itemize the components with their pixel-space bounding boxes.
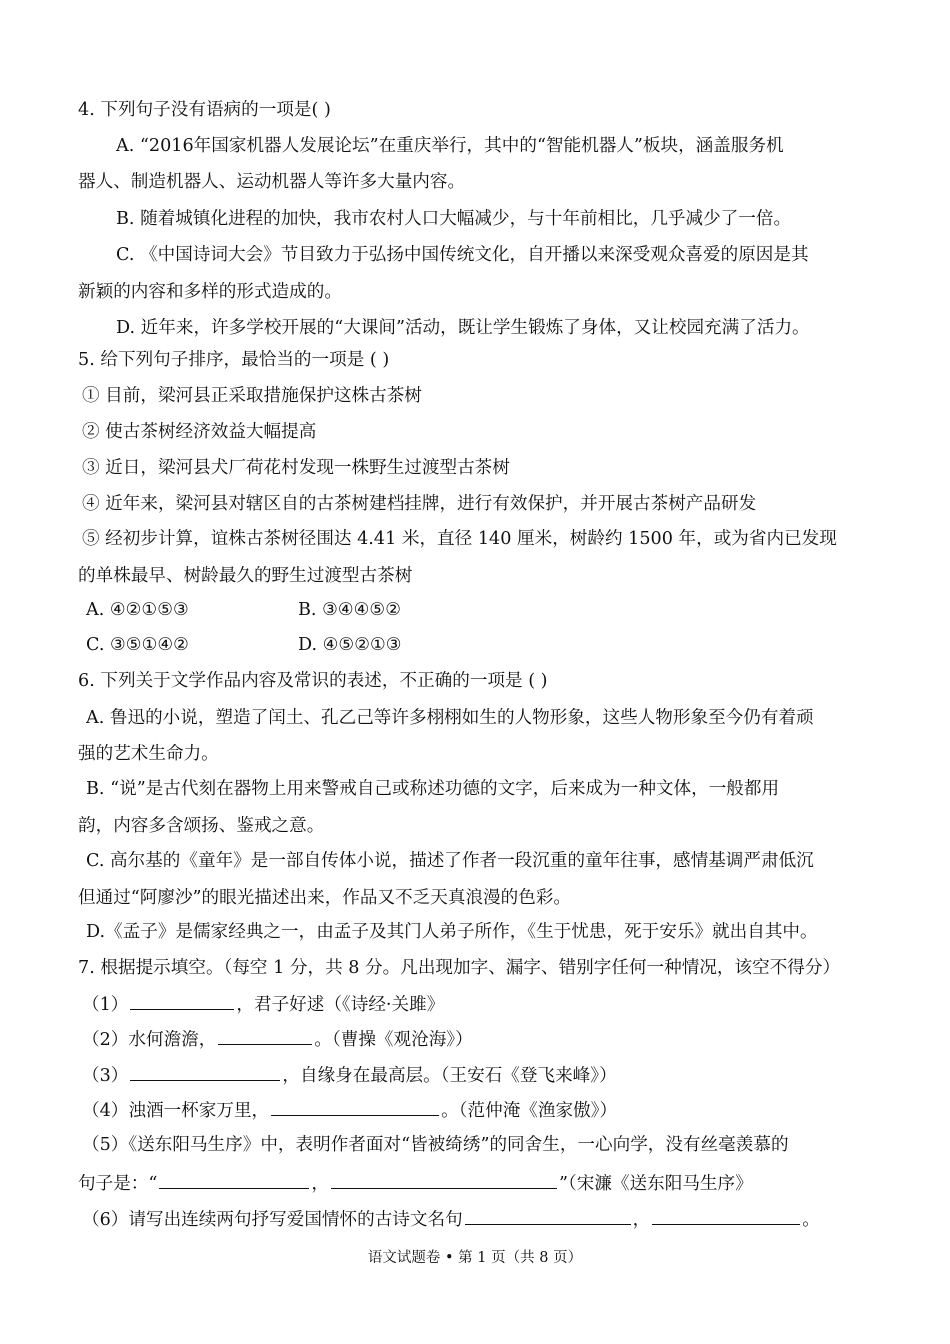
q5-sentence-4: ④ 近年来，梁河县对辖区自的古茶树建档挂牌，进行有效保护，并开展古茶树产品研发: [82, 494, 757, 514]
q7-item-5-prefix: 句子是：“: [78, 1174, 158, 1194]
q7-item-2: [82, 1026, 473, 1052]
q7-item-4: [82, 1097, 617, 1123]
q5-option-a: A. ④②①⑤③: [86, 600, 189, 620]
q7-item-4-suffix: 。（范仲淹《渔家傲》）: [441, 1101, 618, 1121]
answer-blank-4[interactable]: [271, 1097, 439, 1116]
q5-stem: 5. 给下列句子排序，最恰当的一项是 ( ): [78, 350, 390, 370]
q4-option-c-cont: 新颖的内容和多样的形式造成的。: [78, 282, 342, 302]
q7-item-6-separator: ，: [632, 1210, 651, 1230]
q4-option-b: B. 随着城镇化进程的加快，我市农村人口大幅减少，与十年前相比，几乎减少了一倍。: [116, 209, 792, 229]
q7-item-1-suffix: ，君子好逑（《诗经·关雎》: [236, 995, 445, 1015]
q6-option-b-cont: 韵，内容多含颂扬、鉴戒之意。: [78, 816, 325, 836]
answer-blank-2[interactable]: [218, 1026, 312, 1045]
q7-item-5: （5）《送东阳马生序》中，表明作者面对“皆被绮绣”的同舍生，一心向学，没有丝毫羡慕的: [82, 1135, 789, 1155]
q7-item-4-prefix: （4）浊酒一杯家万里，: [82, 1101, 270, 1121]
q7-item-3-prefix: （3）: [82, 1066, 129, 1086]
q7-item-6-prefix: （6）请写出连续两句抒写爱国情怀的古诗文名句: [82, 1210, 463, 1230]
q7-item-3-suffix: ，自缘身在最高层。（王安石《登飞来峰》）: [282, 1066, 617, 1086]
q7-item-2-prefix: （2）水何澹澹，: [82, 1030, 217, 1050]
answer-blank-1[interactable]: [130, 991, 234, 1010]
q5-sentence-5: ⑤ 经初步计算，谊株古茶树径围达 4.41 米，直径 140 厘米，树龄约 1500 年，或为省内已发现: [82, 529, 837, 549]
q6-option-d: D.《孟子》是儒家经典之一，由孟子及其门人弟子所作，《生于忧患，死于安乐》就出自其中。: [86, 922, 818, 942]
q7-item-2-suffix: 。（曹操《观沧海》）: [314, 1030, 473, 1050]
q5-sentence-2: ② 使古茶树经济效益大幅提高: [82, 422, 317, 442]
q6-option-c: C. 高尔基的《童年》是一部自传体小说，描述了作者一段沉重的童年往事，感情基调严肃低沉: [86, 851, 814, 871]
q5-sentence-3: ③ 近日，梁河县犬厂荷花村发现一株野生过渡型古茶树: [82, 458, 510, 478]
q6-stem: 6. 下列关于文学作品内容及常识的表述，不正确的一项是 ( ): [78, 671, 548, 691]
q5-option-c: C. ③⑤①④②: [86, 635, 189, 655]
q7-item-6: [82, 1206, 820, 1232]
q5-sentence-1: ① 目前，梁河县正采取措施保护这株古茶树: [82, 386, 422, 406]
q5-sentence-5-cont: 的单株最早、树龄最久的野生过渡型古茶树: [78, 566, 413, 586]
q4-option-d: D. 近年来，许多学校开展的“大课间”活动，既让学生锻炼了身体，又让校园充满了活力。: [116, 318, 810, 338]
answer-blank-6a[interactable]: [465, 1206, 631, 1225]
q7-item-1-prefix: （1）: [82, 995, 129, 1015]
q7-item-1: [82, 991, 444, 1017]
q6-option-a-cont: 强的艺术生命力。: [78, 744, 219, 764]
q4-stem: 4. 下列句子没有语病的一项是( ): [78, 100, 331, 120]
answer-blank-5a[interactable]: [159, 1170, 309, 1189]
q6-option-c-cont: 但通过“阿廖沙”的眼光描述出来，作品又不乏天真浪漫的色彩。: [78, 888, 572, 908]
q4-option-a: A. “2016年国家机器人发展论坛”在重庆举行，其中的“智能机器人”板块，涵盖服务机: [116, 136, 784, 156]
q7-item-6-suffix: 。: [802, 1210, 820, 1230]
page-footer: 语文试题卷 • 第 1 页（共 8 页）: [367, 1250, 583, 1266]
q6-option-a: A. 鲁迅的小说，塑造了闰土、孔乙己等许多栩栩如生的人物形象，这些人物形象至今仍有着顽: [86, 708, 814, 728]
q7-stem: 7. 根据提示填空。（每空 1 分，共 8 分。凡出现加字、漏字、错别字任何一种情况，该空不得分）: [78, 958, 841, 978]
q4-option-a-cont: 器人、制造机器人、运动机器人等许多大量内容。: [78, 172, 466, 192]
q6-option-b: B. “说”是古代刻在器物上用来警戒自己或称述功德的文字，后来成为一种文体，一般都用: [86, 779, 780, 799]
q5-option-b: B. ③④④⑤②: [298, 600, 401, 620]
q7-item-5-separator: ，: [311, 1174, 329, 1194]
q4-option-c: C. 《中国诗词大会》节目致力于弘扬中国传统文化，自开播以来深受观众喜爱的原因是其: [116, 245, 809, 265]
q7-item-5-suffix: ”（宋濂《送东阳马生序》: [558, 1174, 753, 1194]
answer-blank-6b[interactable]: [652, 1206, 800, 1225]
q5-option-d: D. ④⑤②①③: [298, 635, 402, 655]
q7-item-3: [82, 1062, 617, 1088]
q7-item-5-cont: [78, 1170, 753, 1196]
answer-blank-3[interactable]: [130, 1062, 280, 1081]
answer-blank-5b[interactable]: [331, 1170, 557, 1189]
